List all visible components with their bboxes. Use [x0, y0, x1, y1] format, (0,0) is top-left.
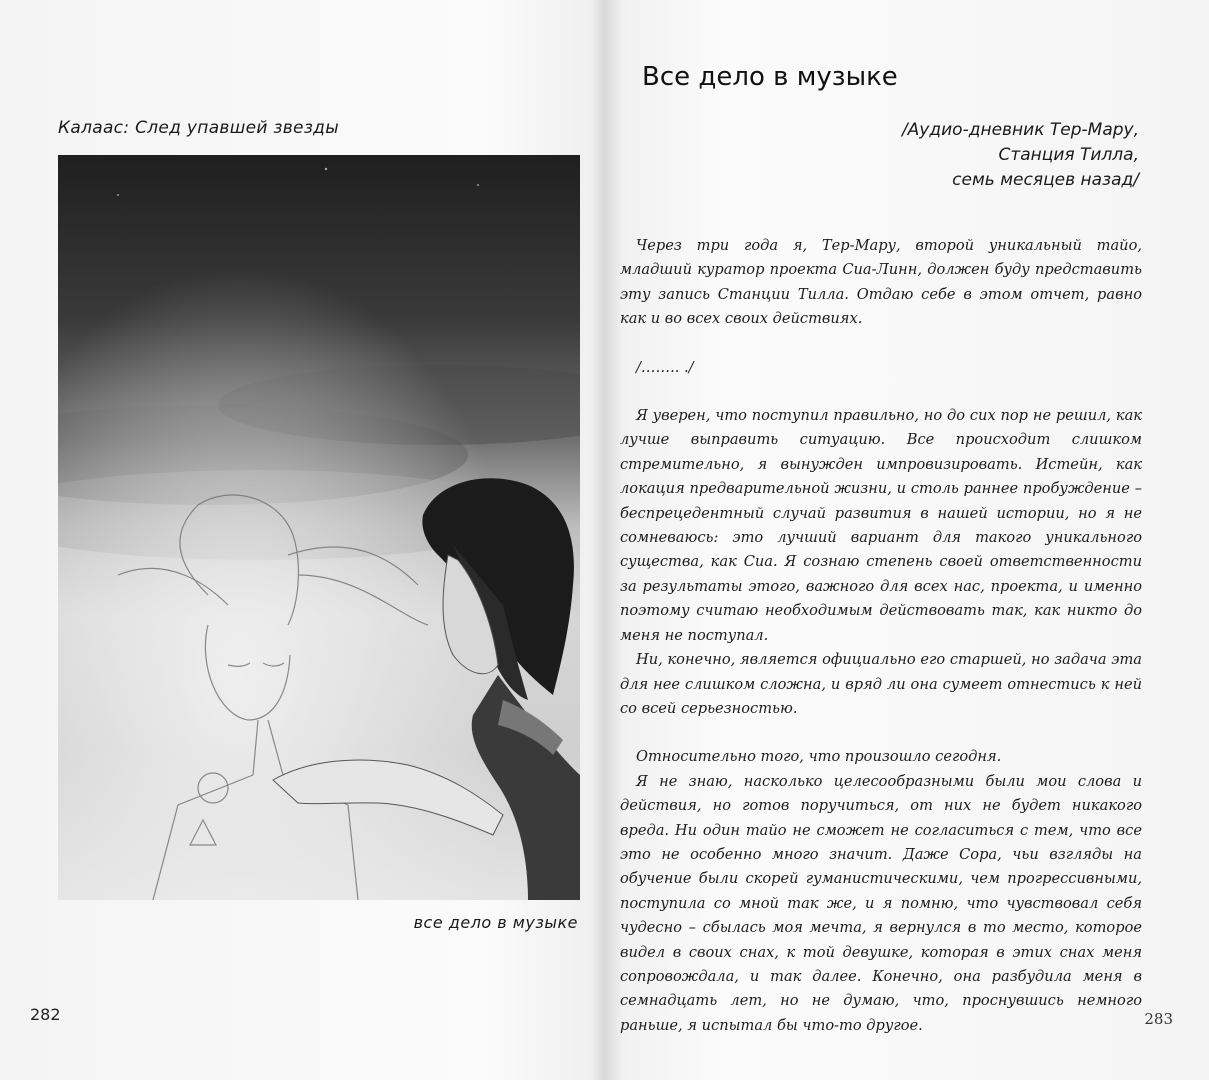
paragraph: Ни, конечно, является официально его старшей, но задача эта для нее слишком сложна, и вряд ли она сумеет отнестись к ней со всей серьезностью.: [620, 651, 1142, 717]
paragraph: Я не знаю, насколько целесообразными были мои слова и действия, но готов поручиться, от них не будет никакого вреда. Ни один тайо не сможет не согласиться с тем, что все это не особенно много значит. Даже Сора, чьи взгляды на обучение были скорей гуманистическими, чем прогрессивными, поступила со мной так же, и я помню, что чувствовал себя чудесно – сбылась моя мечта, я вернулся в то место, которое видел в своих снах, к той девушке, которая в этих снах меня сопровождала, и так далее. Конечно, она разбудила меня в семнадцать лет, но не думаю, что, проснувшись немного раньше, я испытал бы что-то другое.: [620, 772, 1142, 1034]
running-head: Калаас: След упавшей звезды: [58, 118, 339, 138]
chapter-title: Все дело в музыке: [642, 62, 898, 92]
illustration-drawing: [58, 155, 580, 900]
left-page: [0, 0, 600, 1080]
page-number-right: 283: [1144, 1010, 1173, 1028]
body-text: [620, 234, 1142, 1038]
right-page: [604, 0, 1209, 1080]
paragraph: Относительно того, что произошло сегодня.: [636, 748, 1002, 766]
illustration-caption: все дело в музыке: [413, 913, 578, 932]
paragraph: Я уверен, что поступил правильно, но до сих пор не решил, как лучше выправить ситуацию. Все происходит слишком стремительно, я вынужден импровизировать. Истейн, как локация предварительной жизни, и столь раннее пробуждение – беспрецедентный случай развития в нашей истории, но я не сомневаюсь: это лучший вариант для такого уникального существа, как Сиа. Я сознаю степень своей ответственности за результаты этого, важного для всех нас, проекта, и именно поэтому считаю необходимым действовать так, как никто до меня не поступал.: [620, 407, 1142, 644]
epigraph: [902, 118, 1139, 193]
page-number-left: 282: [30, 1005, 61, 1024]
paragraph-ellipsis: /…….. ./: [636, 358, 694, 376]
epigraph-line: семь месяцев назад/: [952, 170, 1139, 190]
epigraph-line: /Аудио-дневник Тер-Мару,: [901, 120, 1139, 140]
paragraph: Через три года я, Тер-Мару, второй уникальный тайо, младший куратор проекта Сиа-Линн, должен буду представить эту запись Станции Тилла. Отдаю себе в этом отчет, равно как и во всех своих действиях.: [620, 237, 1142, 328]
epigraph-line: Станция Тилла,: [998, 145, 1139, 165]
illustration: [58, 155, 580, 900]
